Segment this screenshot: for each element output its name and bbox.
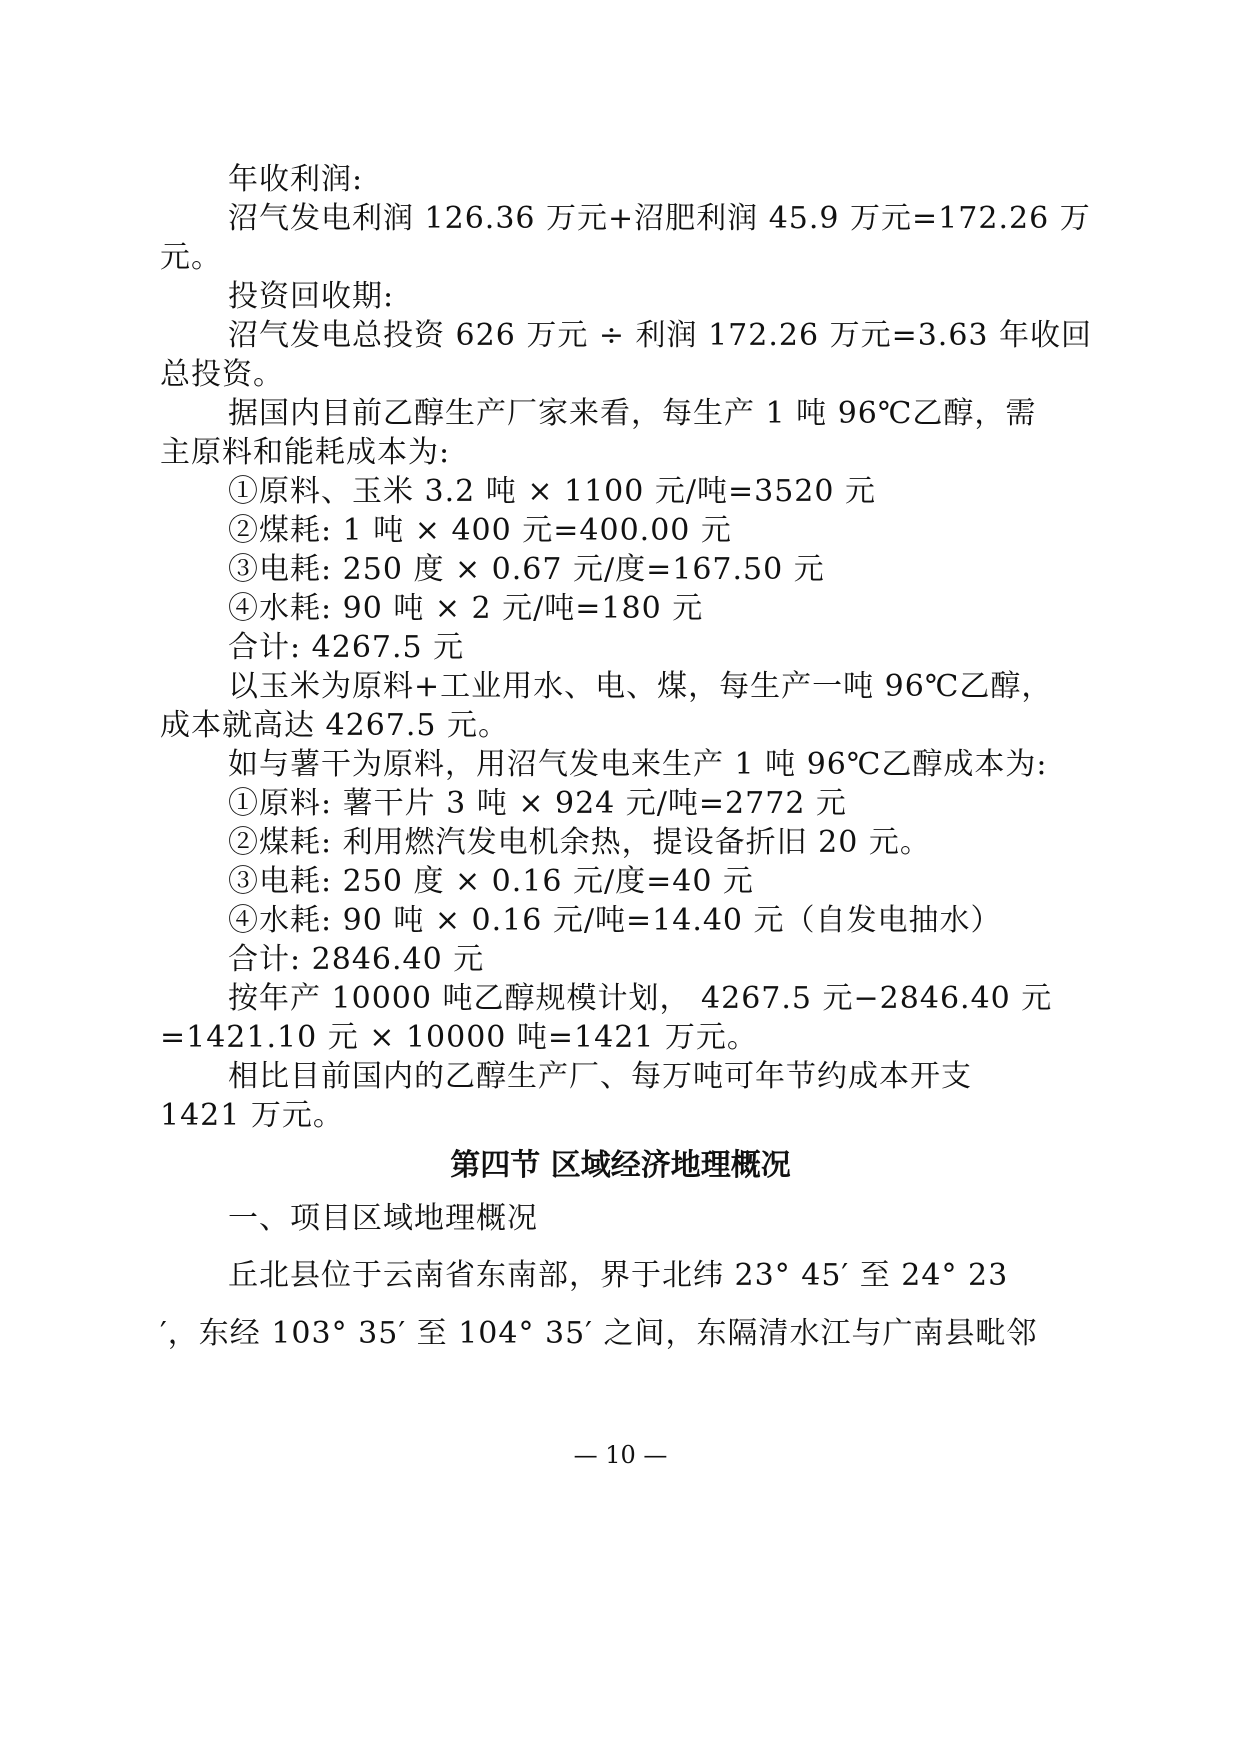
cost-item: ①原料、玉米 3.2 吨 × 1100 元/吨=3520 元 <box>228 474 877 509</box>
paragraph-line: 年收利润: <box>228 162 364 197</box>
paragraph-line: 丘北县位于云南省东南部，界于北纬 23° 45′ 至 24° 23 <box>228 1258 1009 1293</box>
page-number: — 10 — <box>573 1441 668 1469</box>
paragraph-line: ′，东经 103° 35′ 至 104° 35′ 之间，东隔清水江与广南县毗邻 <box>160 1316 1038 1351</box>
paragraph-line: 相比目前国内的乙醇生产厂、每万吨可年节约成本开支 <box>228 1059 972 1094</box>
paragraph-line: 投资回收期: <box>228 279 395 314</box>
cost-item: ①原料: 薯干片 3 吨 × 924 元/吨=2772 元 <box>228 786 847 821</box>
paragraph-line: 沼气发电利润 126.36 万元+沼肥利润 45.9 万元=172.26 万 <box>228 201 1091 236</box>
paragraph-line: 主原料和能耗成本为: <box>160 435 451 470</box>
paragraph-line: 按年产 10000 吨乙醇规模计划， 4267.5 元−2846.40 元 <box>228 981 1053 1016</box>
section-heading: 第四节 区域经济地理概况 <box>450 1148 791 1183</box>
paragraph-line: 据国内目前乙醇生产厂家来看，每生产 1 吨 96℃乙醇，需 <box>228 396 1037 431</box>
cost-item: ④水耗: 90 吨 × 0.16 元/吨=14.40 元（自发电抽水） <box>228 903 1002 938</box>
paragraph-line: 以玉米为原料+工业用水、电、煤，每生产一吨 96℃乙醇， <box>228 669 1053 704</box>
cost-item: ④水耗: 90 吨 × 2 元/吨=180 元 <box>228 591 704 626</box>
cost-item: ③电耗: 250 度 × 0.67 元/度=167.50 元 <box>228 552 825 587</box>
paragraph-line: 元。 <box>160 240 222 275</box>
cost-item: ③电耗: 250 度 × 0.16 元/度=40 元 <box>228 864 754 899</box>
cost-total: 合计: 4267.5 元 <box>228 630 465 665</box>
paragraph-line: 总投资。 <box>160 357 284 392</box>
paragraph-line: 1421 万元。 <box>160 1098 344 1133</box>
paragraph-line: =1421.10 元 × 10000 吨=1421 万元。 <box>160 1020 758 1055</box>
cost-item: ②煤耗: 利用燃汽发电机余热，提设备折旧 20 元。 <box>228 825 931 860</box>
subsection-heading: 一、项目区域地理概况 <box>228 1201 538 1236</box>
paragraph-line: 成本就高达 4267.5 元。 <box>160 708 510 743</box>
paragraph-line: 沼气发电总投资 626 万元 ÷ 利润 172.26 万元=3.63 年收回 <box>228 318 1093 353</box>
cost-item: ②煤耗: 1 吨 × 400 元=400.00 元 <box>228 513 732 548</box>
paragraph-line: 如与薯干为原料，用沼气发电来生产 1 吨 96℃乙醇成本为: <box>228 747 1048 782</box>
cost-total: 合计: 2846.40 元 <box>228 942 485 977</box>
